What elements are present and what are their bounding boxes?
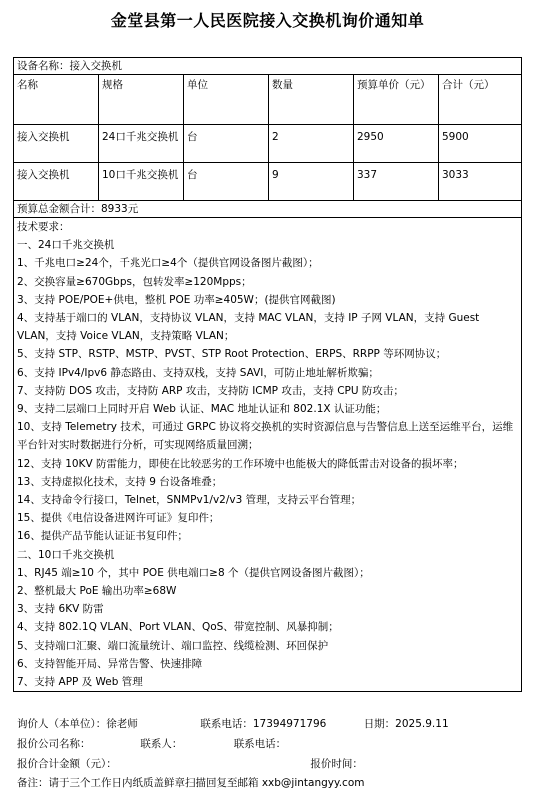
quote-company: 报价公司名称： bbox=[17, 738, 91, 750]
quote-contact-phone: 联系电话： bbox=[233, 738, 287, 750]
header-qty: 数量 bbox=[269, 75, 354, 124]
section1-title: 一、24口千兆交换机 bbox=[17, 239, 115, 252]
footer-inquirer-line bbox=[17, 716, 522, 732]
tech-item: 3、支持 6KV 防雷 bbox=[17, 603, 104, 616]
tech-item: 9、支持二层端口上同时开启 Web 认证、MAC 地址认证和 802.1X 认证功能； bbox=[17, 403, 387, 416]
row-price: 337 bbox=[354, 163, 439, 200]
budget-total-row bbox=[14, 201, 521, 218]
tech-item: 6、支持智能开局、异常告警、快速排障 bbox=[17, 657, 203, 670]
budget-total: 预算总金额合计：8933元 bbox=[17, 203, 139, 215]
tech-item: 3、支持 POE/POE+供电，整机 POE 功率≥405W；(提供官网截图) bbox=[17, 293, 336, 306]
tech-item: 10、支持 Telemetry 技术，可通过 GRPC 协议将交换机的实时资源信息与告警信息上送至运维平台，运维平台针对实时数据进行分析，可实现网络质量回溯； bbox=[17, 421, 514, 452]
row-spec: 10口千兆交换机 bbox=[99, 163, 184, 200]
row-unit: 台 bbox=[184, 125, 269, 162]
table-header-row bbox=[14, 75, 521, 125]
note: 备注：请于三个工作日内纸质盖鲜章扫描回复至邮箱 xxb@jintangyy.com bbox=[17, 777, 365, 789]
row-name: 接入交换机 bbox=[14, 163, 99, 200]
tech-item: 4、支持 802.1Q VLAN、Port VLAN、QoS、带宽控制、风暴抑制； bbox=[17, 621, 339, 634]
tech-requirements bbox=[14, 218, 521, 691]
tech-item: 5、支持 STP、RSTP、MSTP、PVST、STP Root Protection、ERPS、RRPP 等环网协议； bbox=[17, 348, 447, 361]
row-qty: 2 bbox=[269, 125, 354, 162]
tech-item: 2、交换容量≥670Gbps，包转发率≥120Mpps； bbox=[17, 275, 252, 288]
inquirer-phone: 联系电话：17394971796 bbox=[200, 718, 327, 730]
footer-quote-line bbox=[17, 756, 522, 772]
tech-item: 6、支持 IPv4/Ipv6 静态路由、支持双栈，支持 SAVI，可防止地址解析欺骗； bbox=[17, 366, 379, 379]
inquirer: 询价人（本单位）：徐老师 bbox=[17, 718, 138, 730]
table-row bbox=[14, 163, 521, 201]
section2-title: 二、10口千兆交换机 bbox=[17, 548, 115, 561]
document-title: 金堂县第一人民医院接入交换机询价通知单 bbox=[110, 11, 425, 30]
quote-time: 报价时间： bbox=[310, 758, 363, 770]
tech-item: 7、支持 APP 及 Web 管理 bbox=[17, 676, 143, 689]
table-row bbox=[14, 125, 521, 163]
tech-item: 1、千兆电口≥24个，千兆光口≥4个（提供官网设备图片截图）； bbox=[17, 257, 319, 270]
tech-item: 4、支持基于端口的 VLAN，支持协议 VLAN，支持 MAC VLAN，支持 IP 子网 VLAN，支持 Guest VLAN，支持 Voice VLAN，支持策略 VLAN； bbox=[17, 312, 480, 343]
row-total: 5900 bbox=[442, 131, 469, 143]
footer-company-line bbox=[17, 736, 522, 752]
row-total: 3033 bbox=[442, 169, 469, 181]
tech-item: 13、支持虚拟化技术，支持 9 台设备堆叠； bbox=[17, 475, 223, 488]
tech-item: 16、提供产品节能认证证书复印件； bbox=[17, 530, 188, 543]
header-spec: 规格 bbox=[99, 75, 184, 124]
row-name: 接入交换机 bbox=[14, 125, 99, 162]
header-unit: 单位 bbox=[184, 75, 269, 124]
row-spec: 24口千兆交换机 bbox=[99, 125, 184, 162]
row-qty: 9 bbox=[269, 163, 354, 200]
inquiry-table bbox=[13, 57, 522, 692]
header-total: 合计（元） bbox=[442, 79, 495, 91]
tech-item: 14、支持命令行接口，Telnet，SNMPv1/v2/v3 管理，支持云平台管理； bbox=[17, 494, 362, 507]
tech-requirements-row bbox=[14, 218, 521, 691]
row-price: 2950 bbox=[354, 125, 439, 162]
inquiry-date: 日期：2025.9.11 bbox=[363, 718, 449, 730]
header-name: 名称 bbox=[14, 75, 99, 124]
tech-item: 15、提供《电信设备进网许可证》复印件； bbox=[17, 512, 220, 525]
row-unit: 台 bbox=[184, 163, 269, 200]
tech-item: 7、支持防 DOS 攻击，支持防 ARP 攻击，支持防 ICMP 攻击，支持 CPU 防攻击； bbox=[17, 384, 404, 397]
tech-item: 5、支持端口汇聚、端口流量统计、端口监控、线缆检测、环回保护 bbox=[17, 639, 329, 652]
quote-total: 报价合计金额（元）： bbox=[17, 758, 117, 770]
device-name-row bbox=[14, 58, 521, 75]
tech-item: 1、RJ45 端≥10 个，其中 POE 供电端口≥8 个（提供官网设备图片截图）； bbox=[17, 566, 370, 579]
footer-note-line bbox=[17, 775, 522, 791]
device-name: 设备名称：接入交换机 bbox=[17, 60, 122, 72]
tech-item: 2、整机最大 PoE 输出功率≥68W bbox=[17, 585, 177, 598]
quote-contact: 联系人： bbox=[140, 738, 183, 750]
header-price: 预算单价（元） bbox=[354, 75, 439, 124]
tech-title: 技术要求： bbox=[17, 221, 70, 233]
tech-item: 12、支持 10KV 防雷能力，即使在比较恶劣的工作环境中也能极大的降低雷击对设备的损坏率； bbox=[17, 457, 464, 470]
